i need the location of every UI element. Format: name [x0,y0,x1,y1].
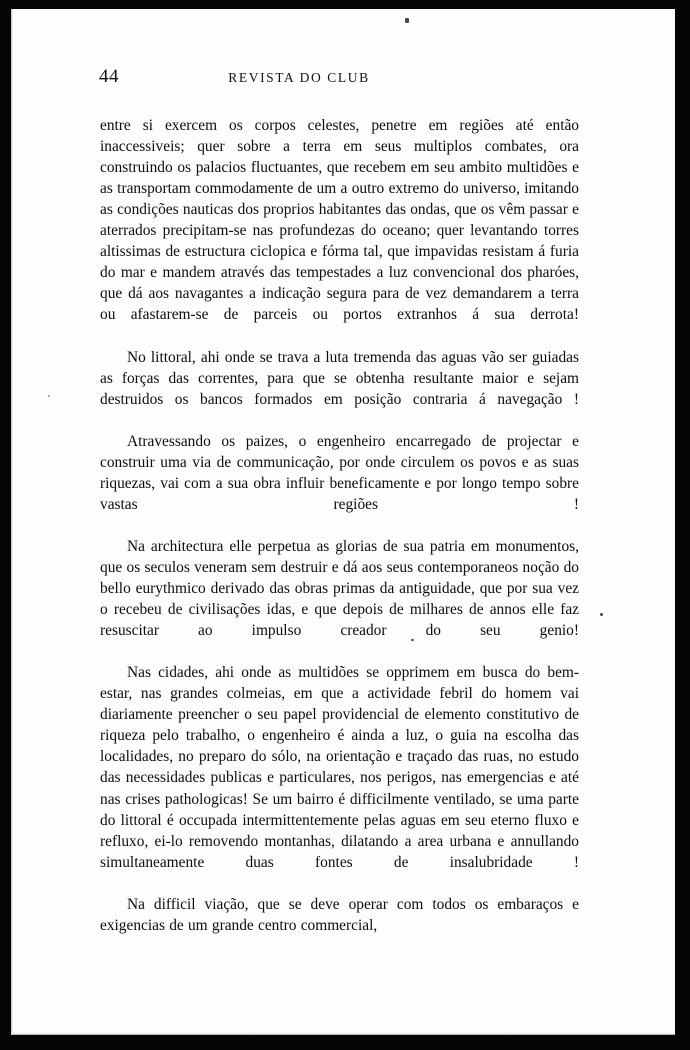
page-number: 44 [99,66,119,87]
sheet-edge-left [11,9,13,1035]
paragraph: Atravessando os paizes, o engenheiro encarregado de projectar e construir uma via de communicação, por onde circulem os povos e as suas riquezas, vai com a sua obra influir beneficamente e por longo tempo sobre vastas regiões ! [100,432,579,513]
scan-speck-icon [48,395,50,397]
paragraph: No littoral, ahi onde se trava a luta tremenda das aguas vão ser guiadas as forças das correntes, para que se obtenha resultante maior e sejam destruidos os bancos formados em posição contraria á navegação ! [100,348,579,408]
running-head-title: REVISTA DO CLUB [228,70,370,85]
page-sheet [11,9,675,1035]
paragraph: Nas cidades, ahi onde as multidões se opprimem em busca do bem-estar, nas grandes colmeias, em que a actividade febril do homem vai diariamente preencher o seu papel providencial de elemento constitutivo de riqueza pelo trabalho, o engenheiro é ainda a luz, o guia na escolha das localidades, no preparo do sólo, na orientação e traçado das ruas, no estudo das necessidades publicas e particulares, nos perigos, nas emergencias e até nas crises pathologicas! Se um bairro é difficilmente ventilado, se uma parte do littoral é occupada intermittentemente pelas aguas em seu eterno fluxo e refluxo, ei-lo removendo montanhas, dilatando a area urbana e annullando simultaneamente duas fontes de insalubridade ! [100,664,579,871]
paragraph: Na difficil viação, que se deve operar com todos os embaraços e exigencias de um grande centro commercial, [100,895,579,934]
scan-speck-icon [600,613,603,616]
sheet-edge-bottom [11,1033,675,1035]
running-head [11,65,675,89]
scan-speck-icon [405,18,409,23]
body-text [100,115,579,936]
paragraph: Na architectura elle perpetua as glorias de sua patria em monumentos, que os seculos veneram sem destruir e dá aos seus contemporaneos noção do bello eurythmico derivado das obras primas da antiguidade, que por sua vez o recebeu de civilisações idas, e que depois de milhares de annos elle faz resuscitar ao impulso creador do seu genio! [100,537,579,640]
paragraph: entre si exercem os corpos celestes, penetre em regiões até então inaccessiveis; quer sobre a terra em seus multiplos combates, ora construindo os palacios fluctuantes, que recebem em seu ambito multidões e as transportam commodamente de um a outro extremo do universo, imitando as condições nauticas dos proprios habitantes das ondas, que os vêm passar e aterrados precipitam-se nas profundezas do oceano; quer levantando torres altissimas de estructura ciclopica e fórma tal, que impavidas resistam á furia do mar e mandem através das tempestades a luz convencional dos pharóes, que dá aos navagantes a indicação segura para de vez demandarem a terra ou afastarem-se de parceis ou portos extranhos á sua derrota! [100,117,579,324]
